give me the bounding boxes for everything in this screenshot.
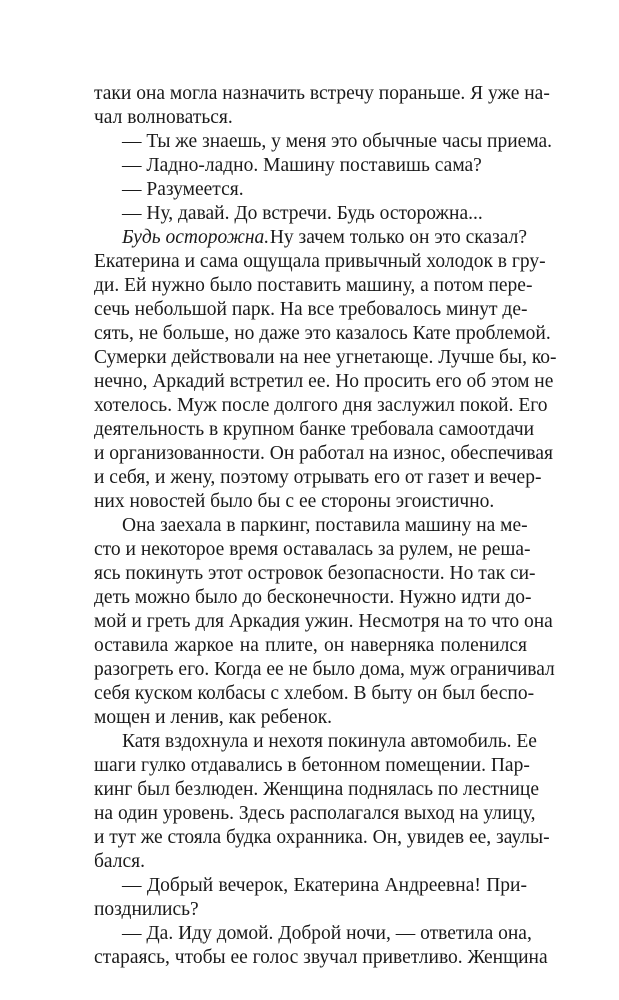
- text-line: нечно, Аркадий встретил ее. Но просить его об этом не: [94, 371, 554, 392]
- text-line: ди. Ей нужно было поставить машину, а потом пере-: [94, 275, 533, 296]
- dialogue-line: — Ну, давай. До встречи. Будь осторожна...: [122, 203, 483, 224]
- dialogue-line: — Ладно-ладно. Машину поставишь сама?: [122, 155, 482, 176]
- text-line: них новостей было бы с ее стороны эгоистично.: [94, 491, 495, 512]
- text-line: разогреть его. Когда ее не было дома, муж ограничивал: [94, 659, 555, 680]
- text-line: бался.: [94, 851, 145, 872]
- text-line: ясь покинуть этот островок безопасности. Но так си-: [94, 563, 536, 584]
- text-line: себя куском колбасы с хлебом. В быту он был беспо-: [94, 683, 535, 704]
- text-line: и организованности. Он работал на износ, обеспечивая: [94, 443, 553, 464]
- dialogue-line: — Добрый вечерок, Екатерина Андреевна! При-: [122, 875, 527, 896]
- paragraph-first-line: [122, 226, 527, 250]
- text-line: хотелось. Муж после долгого дня заслужил покой. Его: [94, 395, 548, 416]
- text-line: мощен и ленив, как ребенок.: [94, 707, 333, 728]
- text-line: таки она могла назначить встречу пораньше. Я уже на-: [94, 83, 550, 104]
- text-line: деятельность в крупном банке требовала самоотдачи: [94, 419, 535, 440]
- text-line: Сумерки действовали на нее угнетающе. Лучше бы, ко-: [94, 347, 557, 368]
- paragraph-first-line: Катя вздохнула и нехотя покинула автомобиль. Ее: [122, 731, 537, 752]
- text-line: и себя, и жену, поэтому отрывать его от газет и вечер-: [94, 467, 542, 488]
- text-line: на один уровень. Здесь располагался выход на улицу,: [94, 803, 536, 824]
- text-line: сечь небольшой парк. На все требовалось минут де-: [94, 299, 528, 320]
- text-line: сто и некоторое время оставалась за рулем, не реша-: [94, 539, 531, 560]
- dialogue-line: — Ты же знаешь, у меня это обычные часы приема.: [122, 131, 553, 152]
- text-line: кинг был безлюден. Женщина поднялась по лестнице: [94, 779, 539, 800]
- text-fragment: Ну зачем только он это сказал?: [269, 227, 527, 248]
- text-line: сять, не больше, но даже это казалось Кате проблемой.: [94, 323, 551, 344]
- text-line: мой и греть для Аркадия ужин. Несмотря на то что она: [94, 611, 553, 632]
- dialogue-line: — Разумеется.: [122, 179, 244, 200]
- text-line: деть можно было до бесконечности. Нужно идти до-: [94, 587, 532, 608]
- text-line: и тут же стояла будка охранника. Он, увидев ее, заулы-: [94, 827, 550, 848]
- paragraph-first-line: Она заехала в паркинг, поставила машину на ме-: [122, 515, 528, 536]
- dialogue-line: — Да. Иду домой. Доброй ночи, — ответила она,: [122, 923, 532, 944]
- text-line: стараясь, чтобы ее голос звучал приветливо. Женщина: [94, 947, 548, 968]
- text-line: чал волноваться.: [94, 107, 233, 128]
- text-line: позднились?: [94, 899, 199, 920]
- text-line: шаги гулко отдавались в бетонном помещении. Пар-: [94, 755, 530, 776]
- text-line: оставила жаркое на плите, он наверняка поленился: [94, 635, 527, 656]
- text-line: Екатерина и сама ощущала привычный холодок в гру-: [94, 251, 546, 272]
- italic-phrase: Будь осторожна.: [122, 227, 270, 248]
